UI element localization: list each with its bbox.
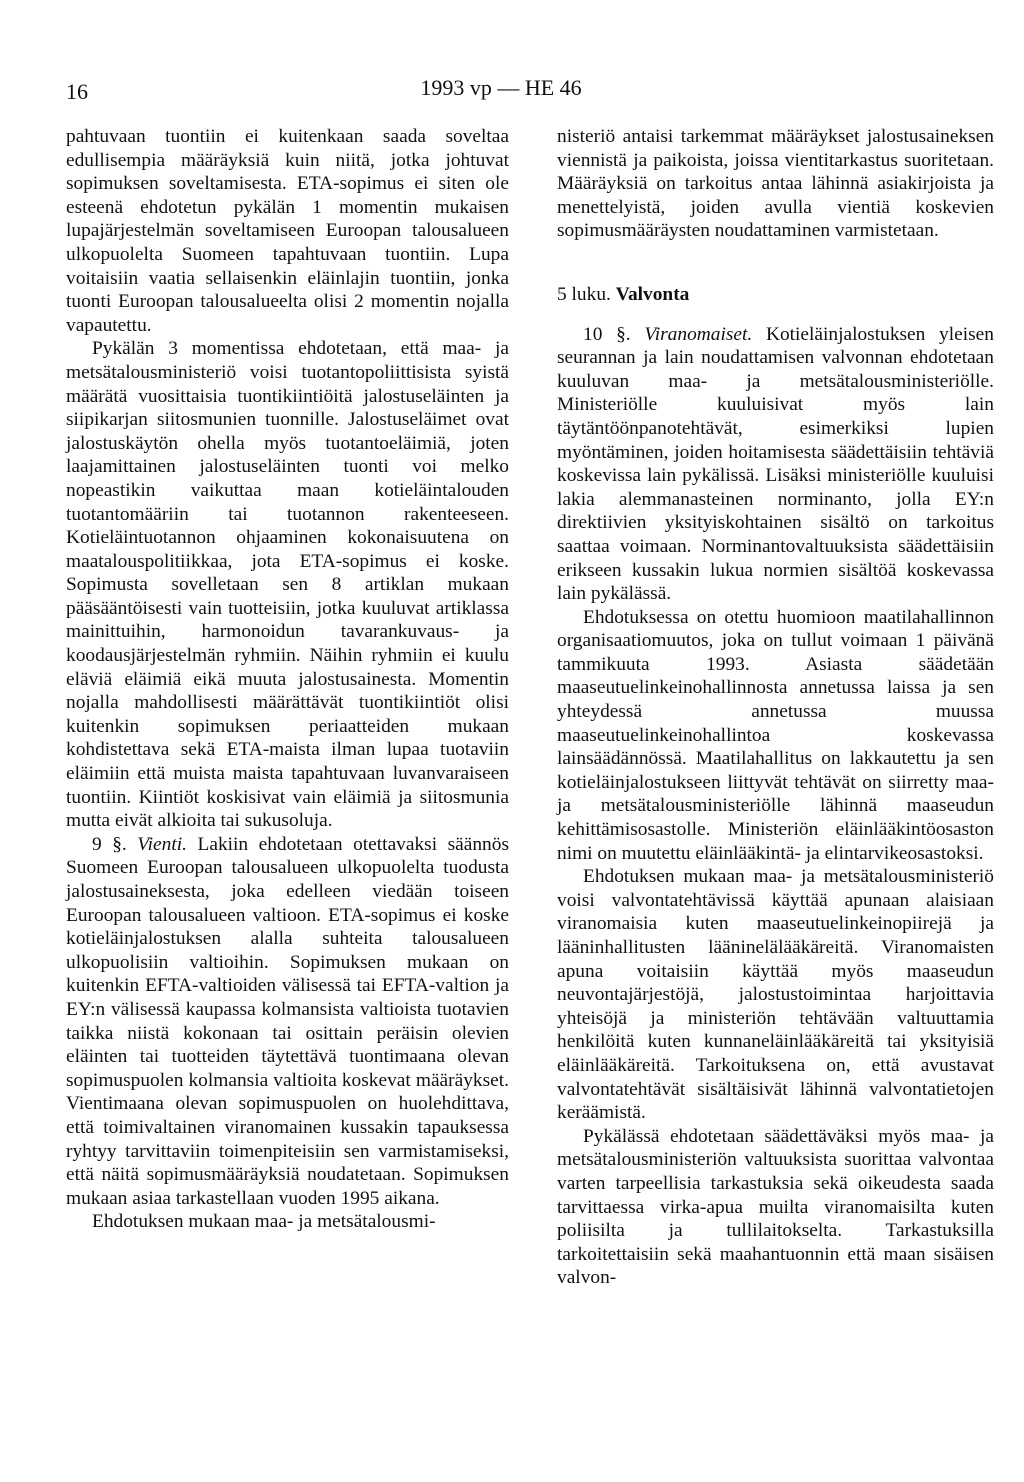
section-text: Lakiin ehdotetaan otettavaksi säännös Suomeen Euroopan talousalueen ulkopuolelta tuodusta jalostusaineksesta, joka edelleen viedään toiseen Euroopan talousalueen valtioon. ETA-sopimus ei koske kotieläinjalostuksen alalla suhteita talousalueen ulkopuolisiin valtioihin. Sopimuksen mukaan on kuitenkin EFTA-valtioiden välisessä tai EFTA-valtion ja EY:n välisessä kaupassa kolmansista valtioista tuotavien taikka niistä kokonaan tai osittain peräisin olevien eläinten tai tuotteiden täytettävä tuontimaana olevan sopimuspuolen kolmansia valtioita koskevat määräykset. Vientimaana olevan sopimuspuolen on huolehdittava, että toimivaltainen viranomainen kussakin tapauksessa ryhtyy tarvittaviin toimenpiteisiin sen varmistamiseksi, että näitä sopimusmääräyksiä noudatetaan. Sopimuksen mukaan asiaa tarkastellaan vuoden 1995 aikana. xyxy=(66,833,509,1209)
section-title: Viranomaiset. xyxy=(644,323,753,345)
paragraph: Ehdotuksen mukaan maa- ja metsätalousmi- xyxy=(92,1211,436,1233)
running-title: 1993 vp — HE 46 xyxy=(420,75,582,100)
section-9-paragraph xyxy=(66,833,509,1211)
page-header xyxy=(66,74,936,110)
section-title: Vienti. xyxy=(137,833,187,855)
paragraph: Ehdotuksen mukaan maa- ja metsätalousministeriö voisi valvontatehtävissä käyttää apunaan alaisiaan viranomaisia kuten maaseutuelinkeinopiirejä ja lääninhallitusten lääninelälääkäreitä. Viranomaisten apuna voitaisiin käyttää myös maaseudun neuvontajärjestöjä, jalostustoimintaa harjoittavia yhteisöjä ja ministeriön tehtävään valtuuttamia henkilöitä kuten kunnaneläinlääkäreitä tai yksityisiä eläinlääkäreitä. Tarkoituksena on, että avustavat valvontatehtävät sisältäisivät lähinnä valvontatietojen keräämistä. xyxy=(557,866,994,1124)
right-column xyxy=(557,125,994,1290)
paragraph: Pykälässä ehdotetaan säädettäväksi myös maa- ja metsätalousministeriön valtuuksista suorittaa valvontaa varten tarpeellisia tarkastuksia sekä oikeudesta saada tarvittaessa virka-apua muilta viranomaisilta kuten poliisilta ja tullilaitokselta. Tarkastuksilla tarkoitettaisiin sekä maahantuonnin että maan sisäisen valvon- xyxy=(557,1125,994,1289)
left-column xyxy=(66,125,509,1234)
paragraph: Pykälän 3 momentissa ehdotetaan, että maa- ja metsätalousministeriö voisi tuotantopoliittisista syistä määrätä vuosittaisia tuontikiintiöitä jalostuseläinten ja siipikarjan siitosmunien tuonnille. Jalostuseläimet ovat jalostuskäytön ohella myös tuotantoeläimiä, joten laajamittainen jalostuseläinten tuonti voi melko nopeastikin vaikuttaa maan kotieläintalouden tuotantomääriin tai tuotannon rakenteeseen. Kotieläintuotannon ohjaaminen kokonaisuutena on maatalouspolitiikkaa, jota ETA-sopimus ei koske. Sopimusta sovelletaan sen 8 artiklan mukaan pääsääntöisesti vain tuotteisiin, jotka kuuluvat artiklassa mainittuihin, harmonoidun tavarankuvaus- ja koodausjärjestelmän ryhmiin. Näihin ryhmiin ei kuulu eläviä eläimiä eikä muuta jalostusainesta. Momentin nojalla mahdollisesti määrättävät tuontikiintiöt olisi kuitenkin sopimuksen periaatteiden mukaan kohdistettava sekä ETA-maista ilman lupaa tuotaviin eläimiin että muista maista tapahtuvaan luvanvaraiseen tuontiin. Kiintiöt koskisivat vain eläimiä ja siitosmunia mutta eivät alkioita tai sukusoluja. xyxy=(66,338,509,832)
paragraph: nisteriö antaisi tarkemmat määräykset jalostusaineksen viennistä ja paikoista, joissa vientitarkastus suoritetaan. Määräyksiä on tarkoitus antaa lähinnä asiakirjoista ja menettelyistä, joiden avulla vientiä koskevien sopimusmääräysten noudattaminen varmistetaan. xyxy=(557,126,994,242)
paragraph: Ehdotuksessa on otettu huomioon maatilahallinnon organisaatiomuutos, joka on tullut voimaan 1 päivänä tammikuuta 1993. Asiasta säädetään maaseutuelinkeinohallinnosta annetussa laissa ja sen yhteydessä annetussa muussa maaseutuelinkeinohallintoa koskevassa lainsäädännössä. Maatilahallitus on lakkautettu ja sen kotieläinjalostukseen liittyvät tehtävät on siirretty maa- ja metsätalousministeriölle lähinnä maaseudun kehittämisosastolle. Ministeriön eläinlääkintöosaston nimi on muutettu eläinlääkintä- ja elintarvikeosastoksi. xyxy=(557,606,994,864)
paragraph: pahtuvaan tuontiin ei kuitenkaan saada soveltaa edullisempia määräyksiä kuin niitä, jotka johtuvat sopimuksen soveltamisesta. ETA-sopimus ei siten ole esteenä ehdotetun pykälän 1 momentin mukaisen lupajärjestelmän soveltamiseen Euroopan talousalueen ulkopuolelta Suomeen tapahtuvaan tuontiin. Lupa voitaisiin vaatia sellaisenkin eläinlajin tuontiin, jonka tuonti Euroopan talousalueelta olisi 2 momentin nojalla vapautettu. xyxy=(66,126,509,336)
page-number: 16 xyxy=(66,79,88,104)
section-number: 10 §. xyxy=(583,323,631,345)
chapter-heading xyxy=(557,283,994,307)
section-text: Kotieläinjalostuksen yleisen seurannan ja lain noudattamisen valvonnan ehdotetaan kuuluvan maa- ja metsätalousministeriölle. Ministeriölle kuuluisivat myös lain täytäntöönpanotehtävät, esimerkiksi lupien myöntäminen, joiden hoitamisesta säädettäisiin tehtäviä koskevissa lain pykälissä. Lisäksi ministeriölle kuuluisi lakia alemmanasteinen norminanto, jolla EY:n direktiivien yksityiskohtainen sisältö on tarkoitus saattaa voimaan. Norminantovaltuuksista säädettäisiin erikseen kussakin lukua normien sisältöä koskevassa lain pykälässä. xyxy=(557,323,994,605)
section-number: 9 §. xyxy=(92,833,127,855)
chapter-title: Valvonta xyxy=(615,283,690,305)
chapter-number: 5 luku. xyxy=(557,283,611,305)
section-10-paragraph xyxy=(557,323,994,606)
